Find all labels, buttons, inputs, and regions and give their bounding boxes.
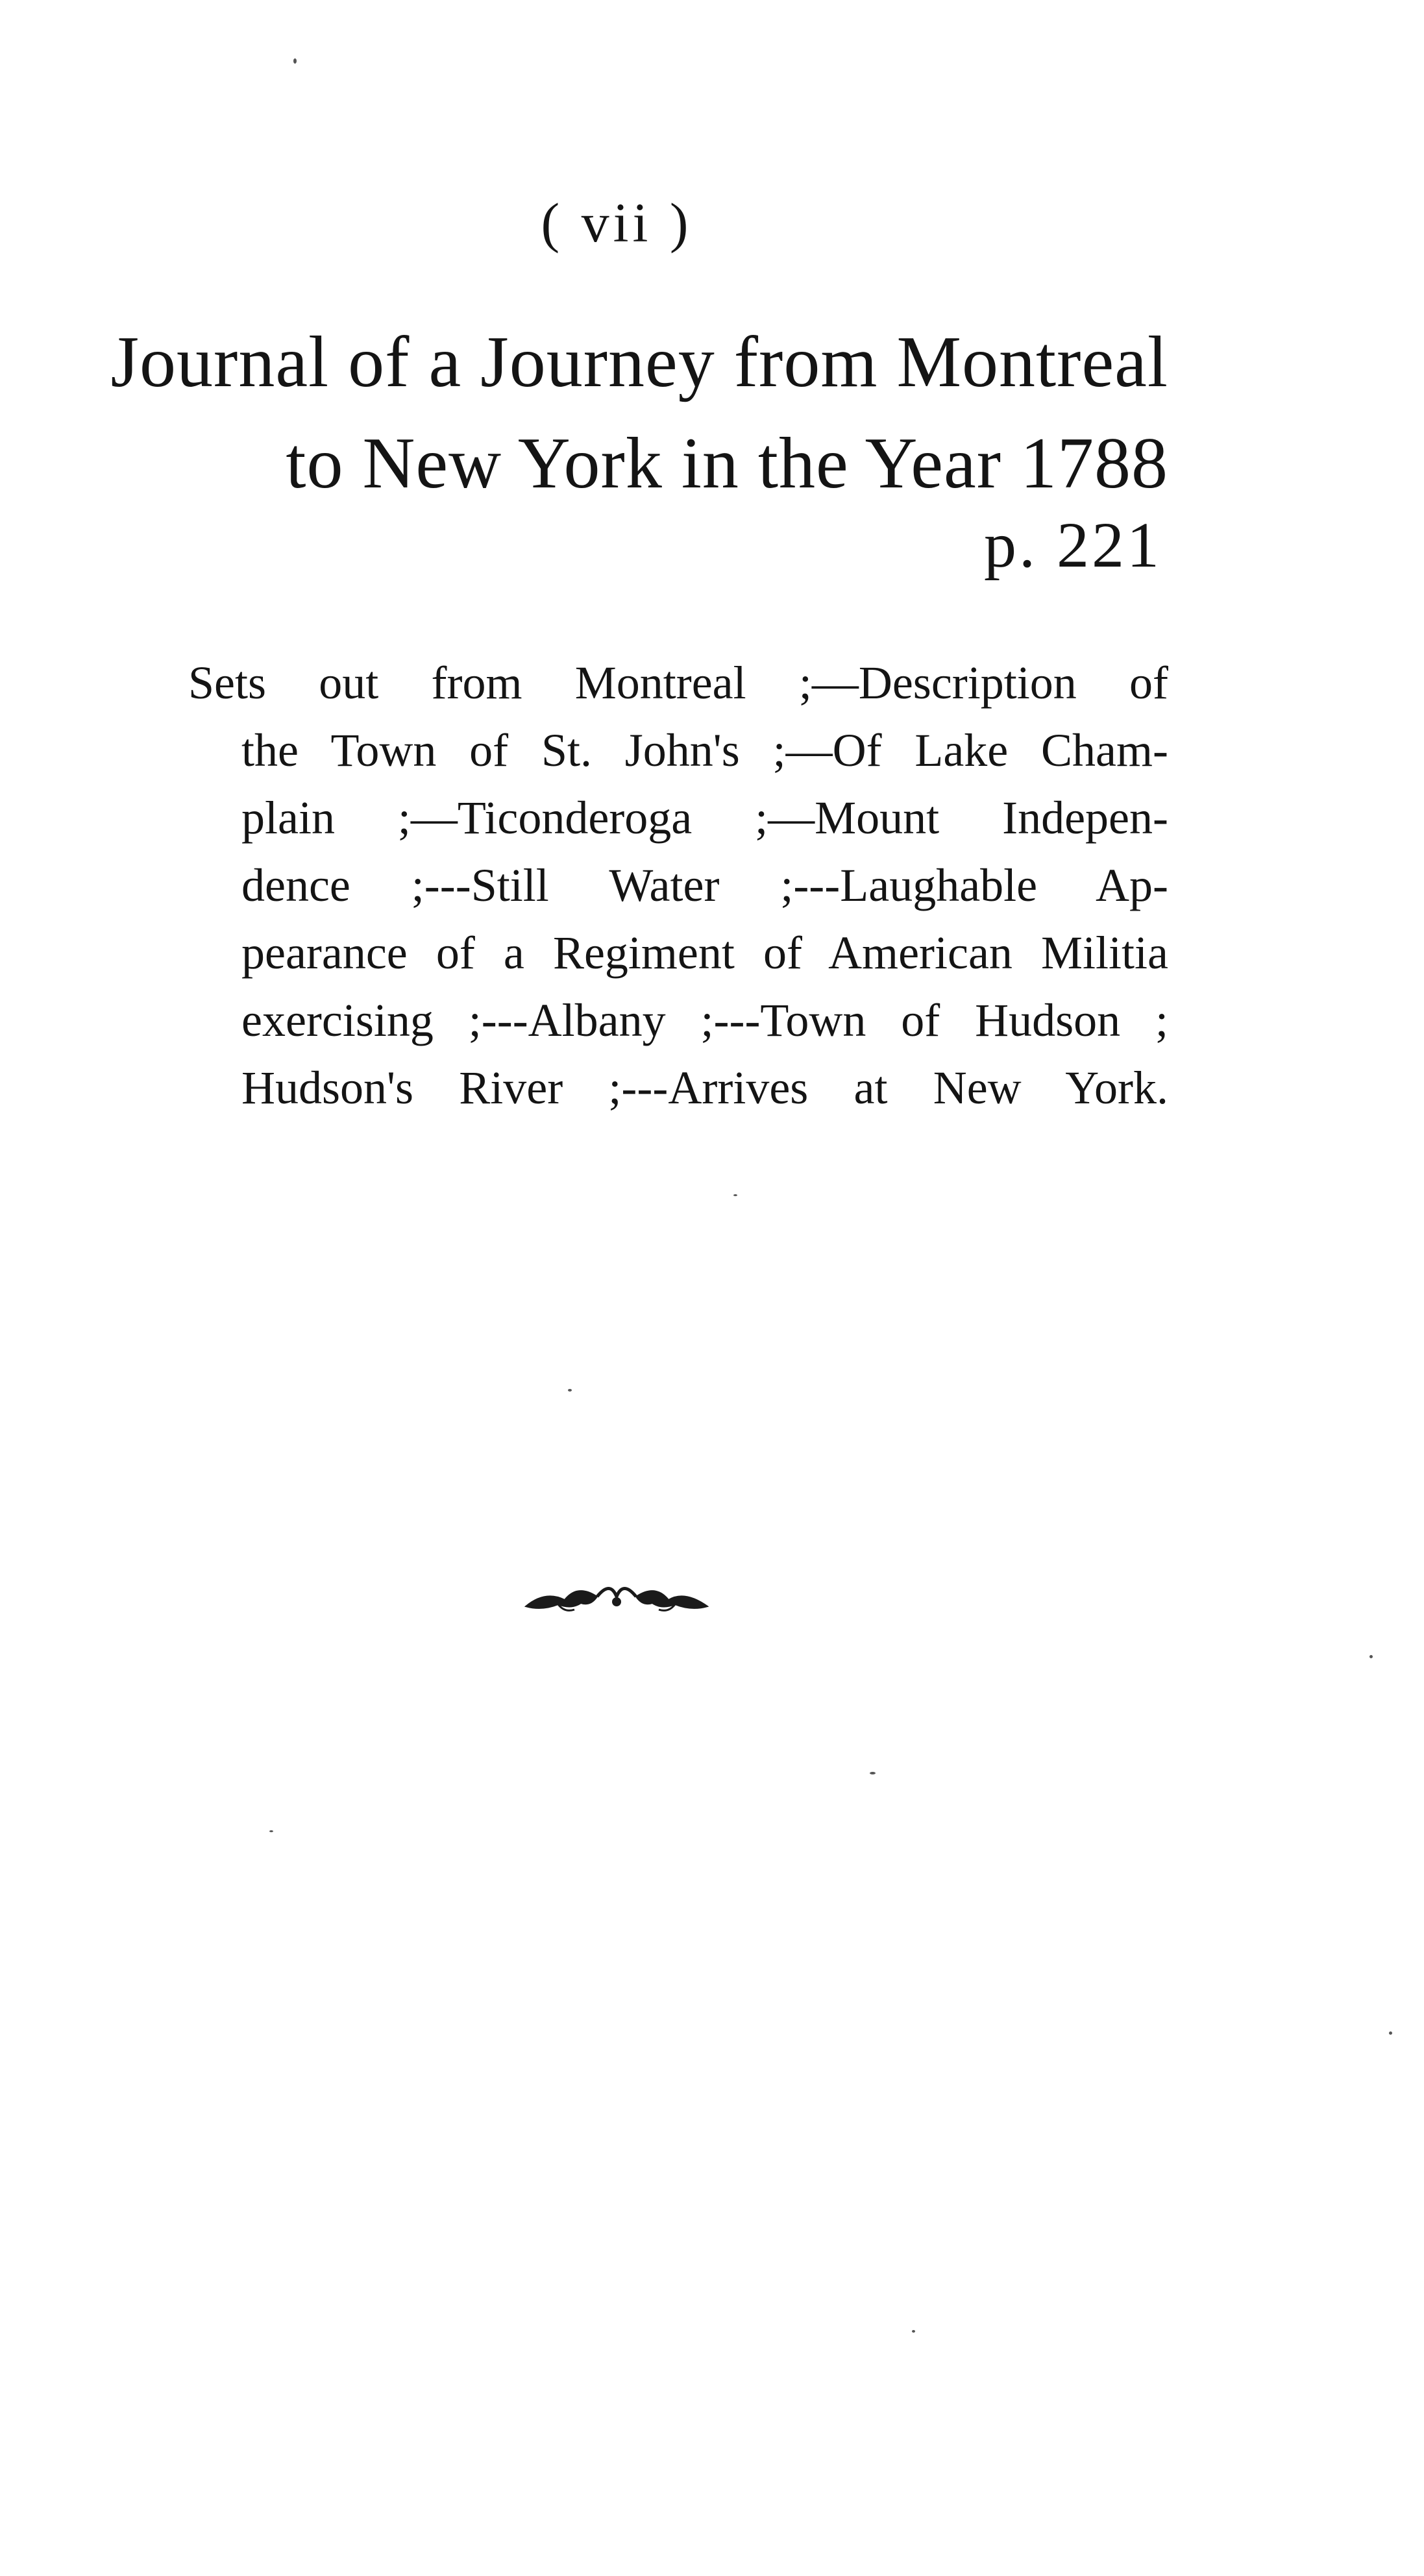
- speck: [733, 1194, 737, 1196]
- summary-line: Sets out from Montreal ;—Description of: [188, 657, 1168, 709]
- chapter-title-line-1: Journal of a Journey from Montreal: [110, 322, 1168, 402]
- chapter-summary: [188, 649, 1168, 1122]
- summary-line: plain ;—Ticonderoga ;—Mount Indepen-: [241, 792, 1168, 844]
- page-reference: p. 221: [984, 509, 1162, 581]
- summary-line: exercising ;---Albany ;---Town of Hudson ;: [241, 994, 1168, 1046]
- speck: [1369, 1655, 1373, 1658]
- chapter-title: [78, 312, 1168, 514]
- page-number: ( vii ): [541, 191, 693, 254]
- speck: [293, 58, 297, 64]
- speck: [1389, 2031, 1392, 2035]
- summary-line: Hudson's River ;---Arrives at New York.: [241, 1062, 1168, 1114]
- summary-line: dence ;---Still Water ;---Laughable Ap-: [241, 859, 1168, 911]
- chapter-title-line-2: to New York in the Year 1788: [286, 423, 1168, 504]
- speck: [568, 1389, 572, 1392]
- speck: [269, 1830, 273, 1832]
- fleuron-icon: [519, 1571, 714, 1616]
- speck: [912, 2330, 915, 2333]
- summary-line: pearance of a Regiment of American Militia: [241, 927, 1168, 979]
- speck: [870, 1772, 876, 1774]
- summary-line: the Town of St. John's ;—Of Lake Cham-: [241, 724, 1168, 776]
